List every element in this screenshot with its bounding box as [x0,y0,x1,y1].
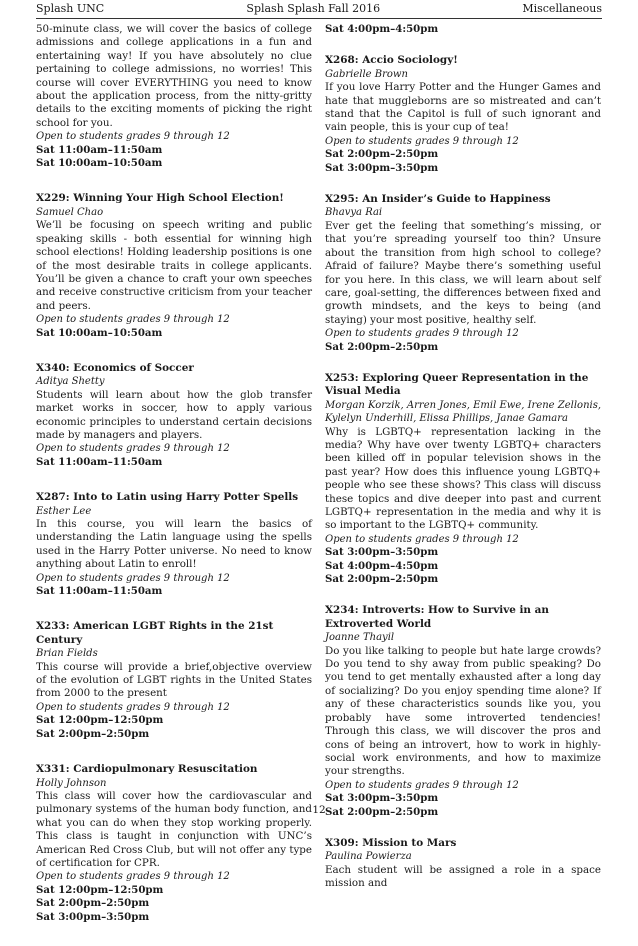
course-entry [36,491,312,598]
running-header [36,2,602,19]
course-entry [325,604,601,819]
course-time: Sat 12:00pm–12:50pm [36,883,164,896]
course-grades: Open to students grades 9 through 12 [36,443,230,455]
course-entry [36,763,312,924]
course-instructors: Holly Johnson [36,777,107,789]
course-instructors: Gabrielle Brown [325,68,408,80]
course-instructors: Samuel Chao [36,206,104,218]
course-description: This class will cover how the cardiovascular and pulmonary systems of the human body function, and what you can do when they stop working properly. This class is taught in conjunction with UNC’s American Red Cross Club, but will not offer any type of certification for CPR. [36,789,312,869]
course-time: Sat 10:00am–10:50am [36,157,163,170]
course-title: X268: Accio Sociology! [325,54,458,67]
course-time: Sat 3:00pm–3:50pm [325,792,439,805]
course-title: X295: An Insider’s Guide to Happiness [325,193,551,206]
course-grades: Open to students grades 9 through 12 [36,314,230,326]
course-time: Sat 10:00am–10:50am [36,326,163,339]
course-entry [36,362,312,469]
page-number: 12 [312,804,326,816]
course-time: Sat 2:00pm–2:50pm [325,340,439,353]
course-entry [325,837,601,891]
course-description: Do you like talking to people but hate large crowds? Do you tend to shy away from public speaking? Do you tend to get mentally exhausted after a long day of socializing? Do you enjoy spending time alone? If any of these characteristics sounds like you, you probably have some introverted tendencies! Through this class, we will discover the pros and cons of being an introvert, how to work in highly-social work environments, and how to maximize your strengths. [325,644,601,778]
course-grades: Open to students grades 9 through 12 [36,131,230,143]
course-instructors: Brian Fields [36,648,98,660]
course-grades: Open to students grades 9 through 12 [36,871,230,883]
course-time: Sat 2:00pm–2:50pm [36,897,150,910]
course-grades: Open to students grades 9 through 12 [325,135,519,147]
course-time: Sat 11:00am–11:50am [36,585,163,598]
course-entry [36,23,312,170]
course-title: X287: Into to Latin using Harry Potter Spells [36,491,299,504]
course-entry [36,620,312,741]
course-title: X309: Mission to Mars [325,836,457,849]
header-left: Splash UNC [36,2,105,15]
course-time: Sat 2:00pm–2:50pm [325,805,439,818]
course-title: X233: American LGBT Rights in the 21st Century [36,620,274,646]
course-time: Sat 4:00pm–4:50pm [325,559,439,572]
course-instructors: Bhavya Rai [325,207,383,219]
course-title: X340: Economics of Soccer [36,361,194,374]
course-time: Sat 11:00am–11:50am [36,143,163,156]
course-time: Sat 3:00pm–3:50pm [325,546,439,559]
course-description: Why is LGBTQ+ representation lacking in the media? Why have over twenty LGBTQ+ characters been killed off in popular television shows in the past year? How does this influence young LGBTQ+ people who see these shows? This class will discuss these topics and dive deeper into past and current LGBTQ+ representation in the media and why it is so important to the LGBTQ+ community. [325,425,601,532]
course-entry [325,193,601,354]
course-time: Sat 2:00pm–2:50pm [325,148,439,161]
course-time: Sat 11:00am–11:50am [36,455,163,468]
course-time: Sat 3:00pm–3:50pm [325,161,439,174]
course-time: Sat 3:00pm–3:50pm [36,910,150,923]
course-title: X229: Winning Your High School Election! [36,192,284,205]
course-time: Sat 2:00pm–2:50pm [36,727,150,740]
header-right: Miscellaneous [522,2,602,15]
course-description: This course will provide a brief,objective overview of the evolution of LGBT rights in the United States from 2000 to the present [36,660,312,700]
header-center: Splash Splash Fall 2016 [246,2,381,15]
course-title: X331: Cardiopulmonary Resuscitation [36,763,258,776]
course-description: Ever get the feeling that something’s missing, or that you’re spreading yourself too thin? Unsure about the transition from high school to college? Afraid of failure? Maybe there’s something useful for you here. In this class, we will learn about self care, goal-setting, the differences between fixed and growth mindsets, and the keys to being (and staying) your most positive, healthy self. [325,219,601,326]
course-grades: Open to students grades 9 through 12 [36,701,230,713]
course-description: Students will learn about how the glob transfer market works in soccer, how to apply various economic principles to understand certain decisions made by managers and players. [36,388,312,441]
course-instructors: Aditya Shetty [36,376,105,388]
course-title: X234: Introverts: How to Survive in an Extroverted World [325,604,549,630]
course-instructors: Esther Lee [36,505,92,517]
course-grades: Open to students grades 9 through 12 [325,328,519,340]
course-grades: Open to students grades 9 through 12 [36,572,230,584]
course-description: 50-minute class, we will cover the basics of college admissions and college applications in a fun and entertaining way! If you have absolutely no clue pertaining to college admissions, no worries! This course will cover EVERYTHING you need to know about the application process, from the nitty-gritty details to the exciting moments of picking the right school for you. [36,23,312,129]
course-description: If you love Harry Potter and the Hunger Games and hate that muggleborns are so mistreated and can’t stand that the Capitol is full of such ignorant and vain people, this is your cup of tea! [325,81,601,134]
right-column [325,23,601,909]
course-instructors: Morgan Korzik, Arren Jones, Emil Ewe, Irene Zellonis, Kylelyn Underhill, Elissa Phillips, Janae Gamara [325,399,602,425]
course-grades: Open to students grades 9 through 12 [325,533,519,545]
course-grades: Open to students grades 9 through 12 [325,779,519,791]
course-instructors: Joanne Thayil [325,632,395,644]
course-instructors: Paulina Powierza [325,851,412,863]
course-entry [36,192,312,339]
course-description: In this course, you will learn the basics of understanding the Latin language using the spells used in the Harry Potter universe. No need to know anything about Latin to enroll! [36,518,312,571]
course-description: Each student will be assigned a role in a space mission and [325,863,601,890]
course-entry [325,23,601,36]
course-title: X253: Exploring Queer Representation in the Visual Media [325,371,589,398]
course-entry [325,54,601,175]
course-description: We’ll be focusing on speech writing and public speaking skills - both essential for winning high school elections! Holding leadership positions is one of the most desirable traits in college applicants. You’ll be given a chance to craft your own speeches and receive constructive criticism from your teacher and peers. [36,219,312,312]
course-time: Sat 4:00pm–4:50pm [325,23,439,35]
course-entry [325,372,601,587]
course-time: Sat 12:00pm–12:50pm [36,714,164,727]
course-time: Sat 2:00pm–2:50pm [325,573,439,586]
